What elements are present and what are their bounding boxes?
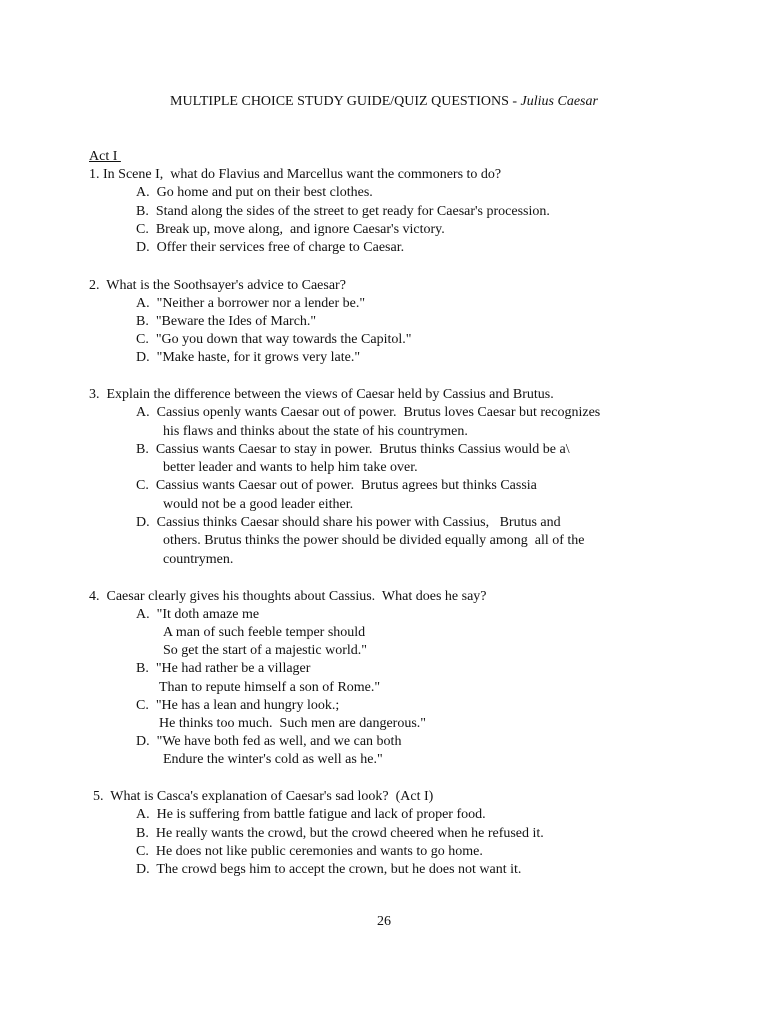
option-line: A. Go home and put on their best clothes. xyxy=(136,185,373,200)
question-text: 1. In Scene I, what do Flavius and Marcellus want the commoners to do? xyxy=(89,167,502,182)
option-line: B. "Beware the Ides of March." xyxy=(136,314,317,329)
option-line: B. Cassius wants Caesar to stay in power. Brutus thinks Cassius would be a\ xyxy=(136,442,570,457)
question-text: 4. Caesar clearly gives his thoughts about Cassius. What does he say? xyxy=(89,589,487,604)
option-line: his flaws and thinks about the state of his countrymen. xyxy=(163,424,468,439)
option-line: C. Cassius wants Caesar out of power. Brutus agrees but thinks Cassia xyxy=(136,478,537,493)
title-main: MULTIPLE CHOICE STUDY GUIDE/QUIZ QUESTIONS - xyxy=(170,94,521,109)
option-line: D. "We have both fed as well, and we can both xyxy=(136,734,402,749)
section-heading: Act I xyxy=(89,149,121,164)
option-line: Endure the winter's cold as well as he." xyxy=(163,752,383,767)
option-line: countrymen. xyxy=(163,552,234,567)
option-line: C. "Go you down that way towards the Capitol." xyxy=(136,332,412,347)
title-work: Julius Caesar xyxy=(520,94,598,109)
option-line: D. Offer their services free of charge to Caesar. xyxy=(136,240,405,255)
option-line: others. Brutus thinks the power should be divided equally among all of the xyxy=(163,533,585,548)
option-line: C. "He has a lean and hungry look.; xyxy=(136,698,340,713)
option-line: B. Stand along the sides of the street to get ready for Caesar's procession. xyxy=(136,204,550,219)
option-line: B. He really wants the crowd, but the crowd cheered when he refused it. xyxy=(136,826,544,841)
question-text: 5. What is Casca's explanation of Caesar's sad look? (Act I) xyxy=(93,789,434,804)
question-text: 3. Explain the difference between the views of Caesar held by Cassius and Brutus. xyxy=(89,387,554,402)
option-line: D. Cassius thinks Caesar should share his power with Cassius, Brutus and xyxy=(136,515,561,530)
option-line: D. "Make haste, for it grows very late." xyxy=(136,350,361,365)
question-text: 2. What is the Soothsayer's advice to Caesar? xyxy=(89,278,346,293)
option-line: A. He is suffering from battle fatigue and lack of proper food. xyxy=(136,807,486,822)
page-number: 26 xyxy=(377,914,391,929)
option-line: A. "It doth amaze me xyxy=(136,607,260,622)
option-line: He thinks too much. Such men are dangerous." xyxy=(159,716,426,731)
option-line: C. He does not like public ceremonies and wants to go home. xyxy=(136,844,483,859)
option-line: better leader and wants to help him take over. xyxy=(163,460,418,475)
option-line: would not be a good leader either. xyxy=(163,497,354,512)
option-line: C. Break up, move along, and ignore Caesar's victory. xyxy=(136,222,445,237)
option-line: A. Cassius openly wants Caesar out of power. Brutus loves Caesar but recognizes xyxy=(136,405,601,420)
option-line: So get the start of a majestic world." xyxy=(163,643,367,658)
option-line: B. "He had rather be a villager xyxy=(136,661,311,676)
page-title xyxy=(0,94,768,110)
option-line: Than to repute himself a son of Rome." xyxy=(159,680,381,695)
option-line: A man of such feeble temper should xyxy=(163,625,366,640)
option-line: D. The crowd begs him to accept the crown, but he does not want it. xyxy=(136,862,522,877)
option-line: A. "Neither a borrower nor a lender be." xyxy=(136,296,366,311)
